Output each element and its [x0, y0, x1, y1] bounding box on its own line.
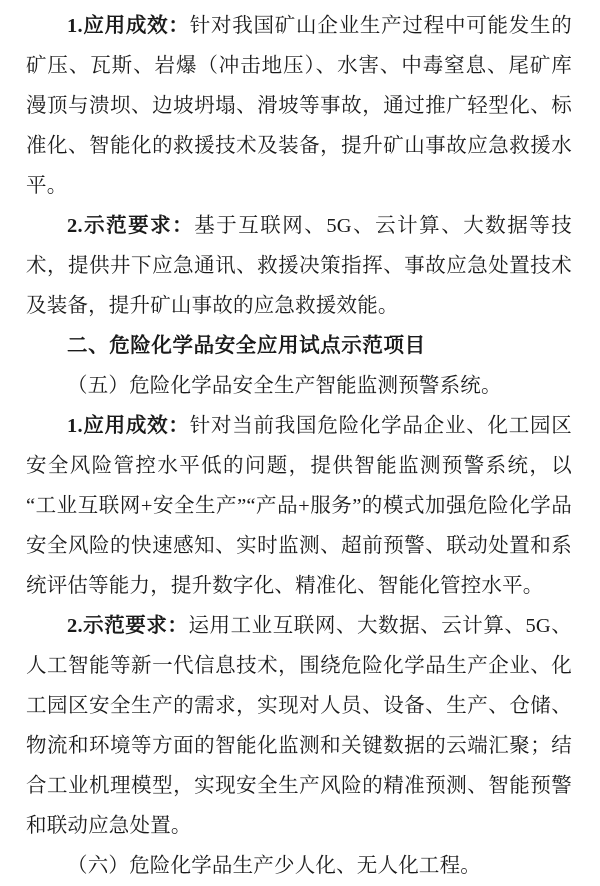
- section-heading-two: 二、危险化学品安全应用试点示范项目: [67, 335, 426, 357]
- paragraph-body-text: 运用工业互联网、大数据、云计算、5G、人工智能等新一代信息技术，围绕危险化学品生产企业、化工园区安全生产的需求，实现对人员、设备、生产、仓储、物流和环境等方面的智能化监测和关键数据的云端汇聚；结合工业机理模型，实现安全生产风险的精准预测、智能预警和联动应急处置。: [26, 615, 573, 837]
- paragraph-body-text: 基于互联网、5G、云计算、大数据等技术，提供井下应急通讯、救援决策指挥、事故应急处置技术及装备，提升矿山事故的应急救援效能。: [26, 215, 572, 317]
- paragraph-demonstration-requirement-1: [26, 206, 572, 326]
- paragraph-application-achievement-2: [26, 406, 572, 606]
- paragraph-application-achievement-1: [26, 6, 572, 206]
- paragraph-lead-label: 2.示范要求：: [67, 615, 189, 637]
- paragraph-lead-label: 2.示范要求：: [67, 215, 195, 237]
- paragraph-body-text: 针对我国矿山企业生产过程中可能发生的矿压、瓦斯、岩爆（冲击地压）、水害、中毒窒息、尾矿库漫顶与溃坝、边坡坍塌、滑坡等事故，通过推广轻型化、标准化、智能化的救援技术及装备，提升矿山事故应急救援水平。: [26, 15, 572, 197]
- paragraph-body-text: 针对当前我国危险化学品企业、化工园区安全风险管控水平低的问题，提供智能监测预警系统，以“工业互联网+安全生产”“产品+服务”的模式加强危险化学品安全风险的快速感知、实时监测、超前预警、联动处置和系统评估等能力，提升数字化、精准化、智能化管控水平。: [26, 415, 572, 597]
- paragraph-lead-label: 1.应用成效：: [67, 415, 190, 437]
- subsection-heading-five: （五）危险化学品安全生产智能监测预警系统。: [67, 375, 502, 397]
- subsection-heading-six: （六）危险化学品生产少人化、无人化工程。: [67, 855, 481, 877]
- paragraph-demonstration-requirement-2: [26, 606, 572, 846]
- paragraph-lead-label: 1.应用成效：: [67, 15, 190, 37]
